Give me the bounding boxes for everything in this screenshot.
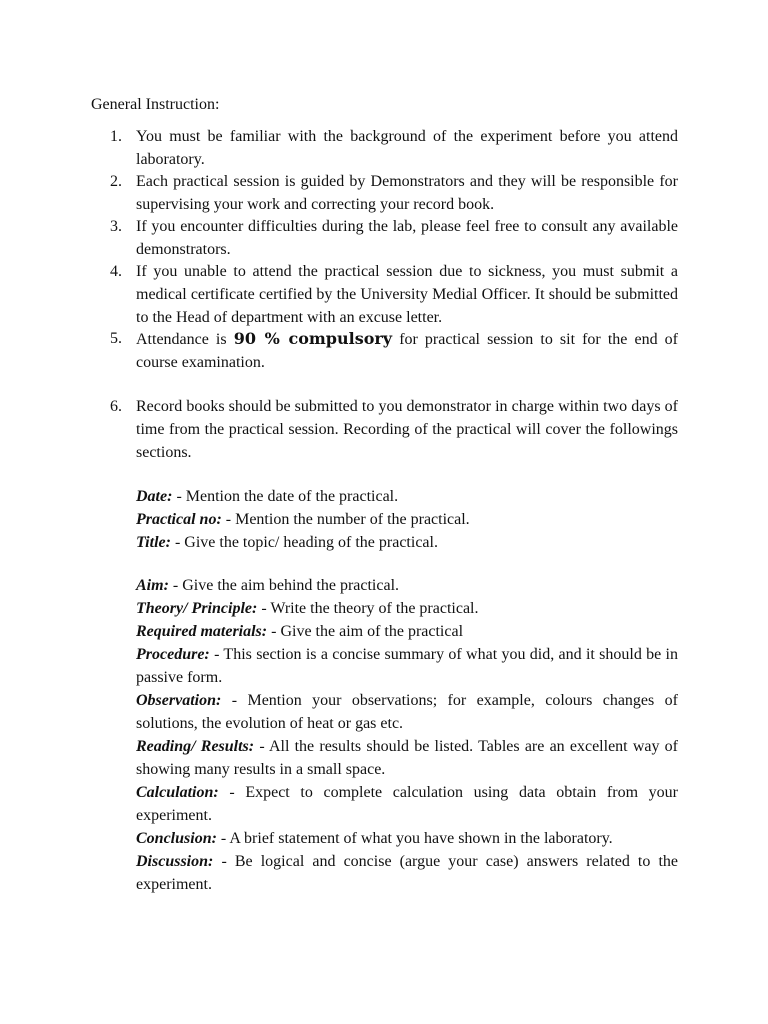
- item-text: If you encounter difficulties during the lab, please feel free to consult any available demonstrators.: [136, 218, 678, 258]
- section-desc: - Give the aim behind the practical.: [168, 577, 400, 594]
- section-label: Calculation:: [136, 784, 219, 801]
- section-label: Conclusion:: [136, 830, 217, 847]
- section-date: [136, 485, 678, 508]
- section-desc: - Be logical and concise (argue your case) answers related to the experiment.: [136, 853, 678, 893]
- section-theory: [136, 597, 678, 620]
- instruction-item-6: [110, 395, 678, 464]
- section-label: Observation:: [136, 692, 222, 709]
- instruction-item-2: [110, 170, 678, 216]
- section-calculation: [136, 781, 678, 827]
- section-desc: - Give the topic/ heading of the practical.: [170, 534, 438, 551]
- item-text: You must be familiar with the background of the experiment before you attend laboratory.: [136, 128, 678, 168]
- item-number: 1.: [110, 128, 122, 145]
- section-desc: - Give the aim of the practical: [267, 623, 464, 640]
- section-discussion: [136, 850, 678, 896]
- section-label: Practical no:: [136, 511, 222, 528]
- section-desc: - Expect to complete calculation using data obtain from your experiment.: [136, 784, 678, 824]
- section-practical-no: [136, 508, 678, 531]
- section-desc: - Mention the date of the practical.: [172, 488, 399, 505]
- section-label: Reading/ Results:: [136, 738, 255, 755]
- section-label: Title:: [136, 534, 171, 551]
- item-text-pre: Attendance is: [136, 331, 234, 348]
- instruction-item-4: [110, 260, 678, 329]
- attendance-emphasis: 90 % compulsory: [233, 329, 393, 348]
- item-text: [136, 327, 678, 374]
- instruction-item-1: [110, 125, 678, 171]
- section-label: Required materials:: [136, 623, 268, 640]
- item-number: 6.: [110, 398, 122, 415]
- section-desc: - All the results should be listed. Tables are an excellent way of showing many results in a small space.: [136, 738, 678, 778]
- item-text: Each practical session is guided by Demonstrators and they will be responsible for supervising your work and correcting your record book.: [136, 173, 678, 213]
- item-text: If you unable to attend the practical session due to sickness, you must submit a medical certificate certified by the University Medial Officer. It should be submitted to the Head of department with an excuse letter.: [136, 263, 678, 326]
- section-desc: - Write the theory of the practical.: [257, 600, 479, 617]
- section-desc: - A brief statement of what you have shown in the laboratory.: [216, 830, 613, 847]
- record-sections-group-2: [136, 574, 678, 896]
- section-title: [136, 531, 678, 554]
- section-aim: [136, 574, 678, 597]
- item-text: Record books should be submitted to you demonstrator in charge within two days of time from the practical session. Recording of the practical will cover the followings sections.: [136, 398, 678, 461]
- section-label: Aim:: [136, 577, 169, 594]
- section-required-materials: [136, 620, 678, 643]
- item-number: 5.: [110, 330, 122, 347]
- section-observation: [136, 689, 678, 735]
- section-label: Discussion:: [136, 853, 214, 870]
- instruction-item-3: [110, 215, 678, 261]
- section-label: Theory/ Principle:: [136, 600, 258, 617]
- section-desc: - Mention the number of the practical.: [221, 511, 470, 528]
- item-number: 3.: [110, 218, 122, 235]
- record-sections-group-1: [136, 485, 678, 554]
- instruction-item-5: [110, 327, 678, 374]
- section-label: Date:: [136, 488, 173, 505]
- section-reading-results: [136, 735, 678, 781]
- page-title: General Instruction:: [91, 96, 220, 113]
- item-number: 4.: [110, 263, 122, 280]
- section-label: Procedure:: [136, 646, 210, 663]
- section-procedure: [136, 643, 678, 689]
- section-desc: - Mention your observations; for example, colours changes of solutions, the evolution of heat or gas etc.: [136, 692, 678, 732]
- item-text-post: for practical session to sit for the end of course examination.: [136, 331, 678, 371]
- section-desc: - This section is a concise summary of what you did, and it should be in passive form.: [136, 646, 678, 686]
- item-number: 2.: [110, 173, 122, 190]
- section-conclusion: [136, 827, 678, 850]
